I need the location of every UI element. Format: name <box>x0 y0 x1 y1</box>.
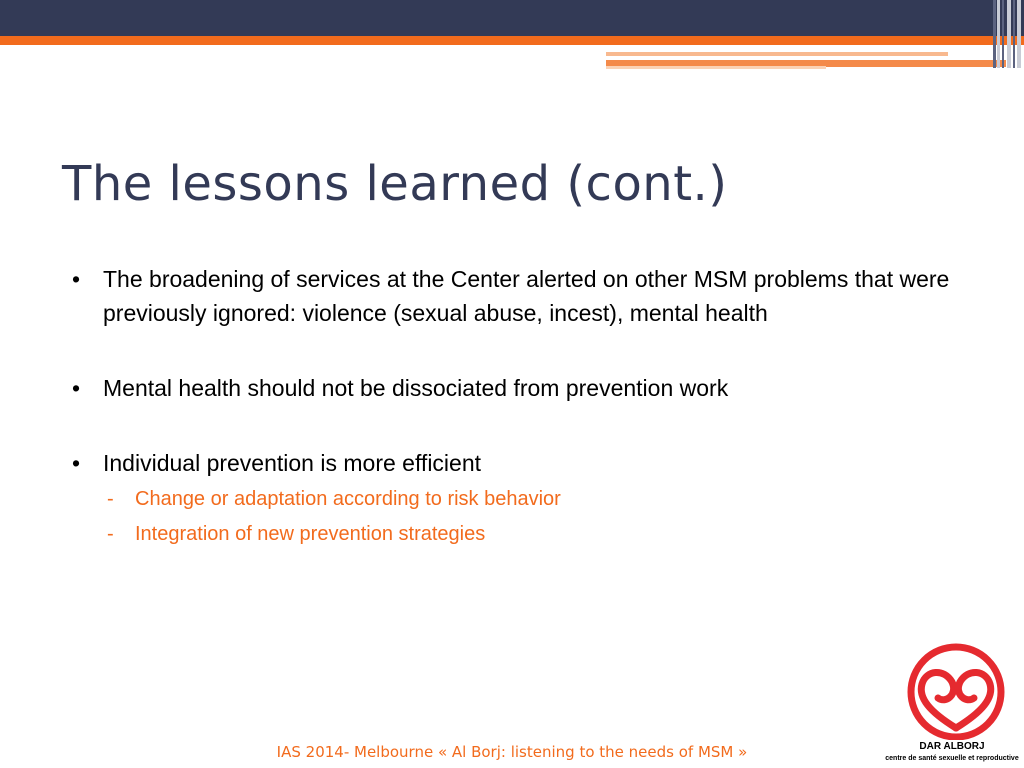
sub-bullet-item <box>103 482 990 517</box>
header-stripe <box>1017 0 1021 68</box>
slide-title: The lessons learned (cont.) <box>62 156 728 212</box>
sub-bullet-marker: - <box>107 488 114 510</box>
heart-logo-icon <box>880 640 1024 740</box>
sub-bullet-text: Change or adaptation according to risk behavior <box>135 488 561 510</box>
header-stripe <box>1013 0 1015 68</box>
header-stripe <box>1002 0 1004 68</box>
bullet-list <box>70 262 990 593</box>
dar-alborj-logo <box>880 640 1024 768</box>
sub-bullet-text: Integration of new prevention strategies <box>135 523 486 545</box>
bullet-item <box>70 262 990 330</box>
header-orange-band <box>0 36 1024 45</box>
header-stripe <box>1007 0 1011 68</box>
bullet-text: Mental health should not be dissociated from prevention work <box>103 375 729 401</box>
logo-name: DAR ALBORJ <box>919 741 985 752</box>
header-stripe <box>993 0 996 68</box>
bullet-marker: • <box>72 450 81 476</box>
bullet-text: Individual prevention is more efficient <box>103 450 482 476</box>
sub-bullet-item <box>103 517 990 552</box>
sub-bullet-list <box>103 482 990 552</box>
header-orange-line <box>606 52 948 56</box>
logo-tagline: centre de santé sexuelle et reproductive <box>885 755 1019 762</box>
bullet-item <box>70 371 990 405</box>
sub-bullet-marker: - <box>107 523 114 545</box>
bullet-text: The broadening of services at the Center alerted on other MSM problems that were previously ignored: violence (sexual abuse, incest), mental health <box>103 266 950 326</box>
header-stripe <box>997 0 1000 68</box>
bullet-marker: • <box>72 266 81 292</box>
header-navy-band <box>0 0 1024 36</box>
bullet-marker: • <box>72 375 81 401</box>
slide-footer: IAS 2014- Melbourne « Al Borj: listening to the needs of MSM » <box>276 743 748 761</box>
header-orange-line <box>606 66 826 69</box>
bullet-item <box>70 446 990 552</box>
